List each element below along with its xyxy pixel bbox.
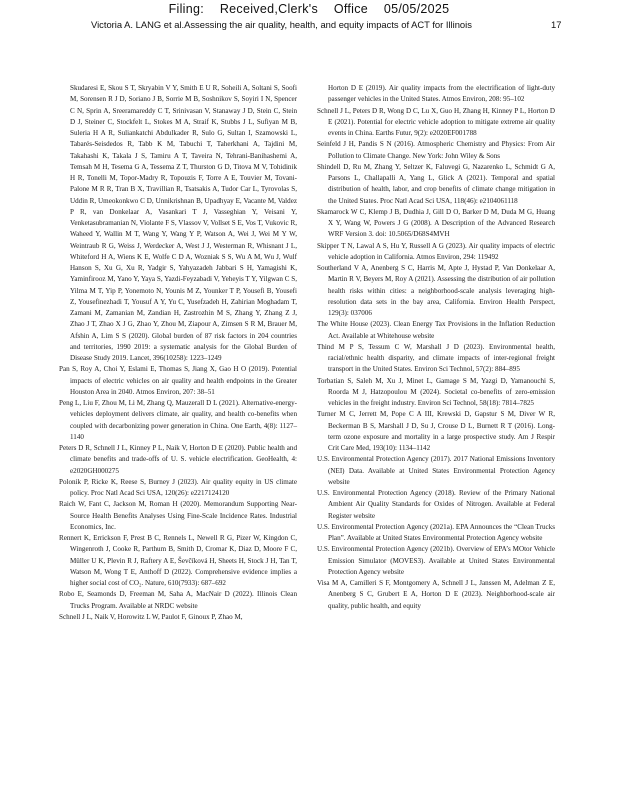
reference-column-right	[317, 83, 555, 612]
stamp-received: Received,Clerk's	[219, 2, 319, 16]
reference-item: Schnell J L, Naik V, Horowitz L W, Paulot F, Ginoux P, Zhao M,	[59, 612, 243, 621]
reference-item: The White House (2023). Clean Energy Tax Provisions in the Inflation Reduction Act. Available at Whitehouse website	[317, 320, 555, 340]
reference-item: Robo E, Seamonds D, Freeman M, Saha A, MacNair D (2022). Illinois Clean Trucks Program. Available at NRDC website	[59, 590, 297, 610]
running-header	[0, 19, 618, 33]
reference-item: Visa M A, Camilleri S F, Montgomery A, Schnell J L, Janssen M, Adelman Z E, Anenberg S C, Grubert E A, Horton D E (2023). Neighborhood-scale air quality, public health, and equity	[317, 579, 555, 610]
reference-item: Skudaresi E, Skou S T, Skryabin V Y, Smith E U R, Soheili A, Soltani S, Soofi M, Sorensen R J D, Soriano J B, Sorrie M B, Soshnikov S, Soyiri I N, Spencer C N, Sprin A, Sreeramareddy C T, Srinivasan V, Stanaway J D, Stein C, Stein D J, Steiner C, Stockfelt L, Stokes M A, Straif K, Stubbs J L, Sufiyan M B, Suleria H A R, Suliankatchi Abdulkader R, Sulo G, Sultan I, Szamowski L, Tabarés-Seisdedos R, Tabb K M, Tabuchi T, Taherkhani A, Tajdini M, Takahashi K, Takala J S, Tamiru A T, Taveira N, Tehrani-Banihashemi A, Temsah M H, Tesema G A, Tessema Z T, Thurston G D, Titova M V, Tohidinik H R, Tonelli M, Topor-Madry R, Topouzis F, Torre A E, Touvier M, Tovani-Palone M R R, Tran B X, Travillian R, Tsatsakis A, Tudor Car L, Tyrovolas S, Uddin R, Umeokonkwo C D, Unnikrishnan B, Upadhyay E, Vacante M, Valdez P R, van Donkelaar A, Vasankari T J, Vasseghian Y, Veisani Y, Venketasubramanian N, Violante F S, Vlassov V, Vollset S E, Vos T, Vukovic R, Waheed Y, Wallin M T, Wang Y, Wang Y P, Watson A, Wei J, Wei M Y W, Weintraub R G, Weiss J, Werdecker A, West J J, Westerman R, Whisnant J L, Whiteford H A, Wiens K E, Wolfe C D A, Wozniak S S, Wu A M, Wu J, Wulf Hanson S, Xu G, Xu R, Yadgir S, Yahyazadeh Jabbari S H, Yamagishi K, Yaminfirooz M, Yano Y, Yaya S, Yazdi-Feyzabadi V, Yeheyis T Y, Yilgwan C S, Yilma M T, Yip P, Yonemoto N, Younis M Z, Younker T P, Yousefi B, Yousefi Z, Yousefinezhadi T, Yousuf A Y, Yu C, Yusefzadeh H, Zahirian Moghadam T, Zamani M, Zamanian M, Zandian H, Zastrozhin M S, Zhang Y, Zhang Z J, Zhao J T, Zhao X J G, Zhao Y, Zhou M, Ziapour A, Zimsen S R M, Brauer M, Afshin A, Lim S S (2020). Global burden of 87 risk factors in 204 countries and territories, 1990 2019: a systematic analysis for the Global Burden of Disease Study 2019. Lancet, 396(10258): 1223–1249	[70, 84, 297, 362]
reference-item: Raich W, Fant C, Jackson M, Roman H (2020). Memorandum Supporting Near-Source Health Benefits Analyses Using Fine-Scale Incidence Rates. Industrial Economics, Inc.	[59, 500, 297, 531]
reference-item: Thind M P S, Tessum C W, Marshall J D (2023). Environmental health, racial/ethnic health disparity, and climate impacts of inter-regional freight transport in the United States. Environ Sci Technol, 57(2): 884–895	[317, 342, 555, 374]
reference-item: Skipper T N, Lawal A S, Hu Y, Russell A G (2023). Air quality impacts of electric vehicle adoption in California. Atmos Environ, 294: 119492	[317, 241, 555, 261]
reference-item: Peng L, Liu F, Zhou M, Li M, Zhang Q, Mauzerall D L (2021). Alternative-energy-vehicles deployment delivers climate, air quality, and health co-benefits when coupled with decarbonizing power generation in China. One Earth, 4(8): 1127–1140	[59, 399, 297, 441]
page-number: 17	[551, 19, 562, 30]
reference-item: Horton D E (2019). Air quality impacts from the electrification of light-duty passenger vehicles in the United States. Atmos Environ, 208: 95–102	[328, 84, 555, 104]
reference-item: Torbatian S, Saleh M, Xu J, Minet L, Gamage S M, Yazgi D, Yamanouchi S, Roorda M J, Hatzopoulou M (2024). Societal co-benefits of zero-emission vehicles in the freight industry. Environ Sci Technol, 58(18): 7814–7825	[317, 376, 555, 407]
reference-item: Peters D R, Schnell J L, Kinney P L, Naik V, Horton D E (2020). Public health and climate benefits and trade-offs of U. S. vehicle electrification. GeoHealth, 4: e2020GH000275	[59, 444, 297, 475]
stamp-office: Office	[333, 2, 369, 16]
stamp-date: 05/05/2025	[383, 2, 450, 16]
reference-item: Polonik P, Ricke K, Reese S, Burney J (2023). Air quality equity in US climate policy. Proc Natl Acad Sci USA, 120(26): e2217124120	[59, 477, 297, 497]
reference-item: U.S. Environmental Protection Agency (2021a). EPA Announces the “Clean Trucks Plan”. Available at United States Environmental Protection Agency website	[317, 522, 555, 542]
reference-item: Turner M C, Jerrett M, Pope C A III, Krewski D, Gapstur S M, Diver W R, Beckerman B S, Marshall J D, Su J, Crouse D L, Burnett R T (2016). Long-term ozone exposure and mortality in a large prospective study. Am J Respir Crit Care Med, 193(10): 1134–1142	[317, 410, 555, 452]
reference-item: Rennert K, Errickson F, Prest B C, Rennels L, Newell R G, Pizer W, Kingdon C, Wingenroth J, Cooke R, Parthum B, Smith D, Cromar K, Diaz D, Moore F C, Müller U K, Plevin R J, Raftery A E, Ševčíková H, Sheets H, Stock J H, Tan T, Watson M, Wong T E, Anthoff D (2022). Comprehensive evidence implies a higher social cost of CO₂. Nature, 610(7933): 687–692	[59, 534, 297, 587]
reference-item: U.S. Environmental Protection Agency (2017). 2017 National Emissions Inventory (NEI) Data. Available at United States Environmental Protection Agency website	[317, 455, 555, 486]
reference-item: Schnell J L, Peters D R, Wong D C, Lu X, Guo H, Zhang H, Kinney P L, Horton D E (2021). Potential for electric vehicle adoption to mitigate extreme air quality events in China. Earths Futur, 9(2): e2020EF001788	[317, 106, 555, 137]
reference-item: Pan S, Roy A, Choi Y, Eslami E, Thomas S, Jiang X, Gao H O (2019). Potential impacts of electric vehicles on air quality and health endpoints in the Greater Houston Area in 2040. Atmos Environ, 207: 38–51	[59, 365, 297, 396]
header-title: Victoria A. LANG et al.Assessing the air quality, health, and equity impacts of ACT for Illinois	[91, 19, 472, 30]
reference-item: Shindell D, Ru M, Zhang Y, Seltzer K, Faluvegi G, Nazarenko L, Schmidt G A, Parsons L, Challapalli A, Yang L, Glick A (2021). Temporal and spatial distribution of health, labor, and crop benefits of climate change mitigation in the United States. Proc Natl Acad Sci USA, 118(46): e2104061118	[317, 162, 555, 205]
reference-item: Southerland V A, Anenberg S C, Harris M, Apte J, Hystad P, Van Donkelaar A, Martin R V, Beyers M, Roy A (2021). Assessing the distribution of air pollution health risks within cities: a neighborhood-scale analysis leveraging high-resolution data sets in the bay area, California. Environ Health Perspect, 129(3): 037006	[317, 264, 555, 317]
filing-stamp	[0, 2, 618, 16]
reference-column-left	[59, 83, 297, 623]
stamp-filing: Filing:	[168, 2, 205, 16]
reference-item: Seinfeld J H, Pandis S N (2016). Atmospheric Chemistry and Physics: From Air Pollution to Climate Change. New York: John Wiley & Sons	[317, 140, 555, 160]
reference-item: U.S. Environmental Protection Agency (2021b). Overview of EPA’s MOtor Vehicle Emission Simulator (MOVES3). Available at United States Environmental Protection Agency website	[317, 545, 555, 576]
reference-item: U.S. Environmental Protection Agency (2018). Review of the Primary National Ambient Air Quality Standards for Oxides of Nitrogen. Available at Federal Register website	[317, 489, 555, 520]
reference-item: Skamarock W C, Klemp J B, Dudhia J, Gill D O, Barker D M, Duda M G, Huang X Y, Wang W, Powers J G (2008). A Description of the Advanced Research WRF Version 3. doi: 10.5065/D68S4MVH	[317, 207, 555, 239]
